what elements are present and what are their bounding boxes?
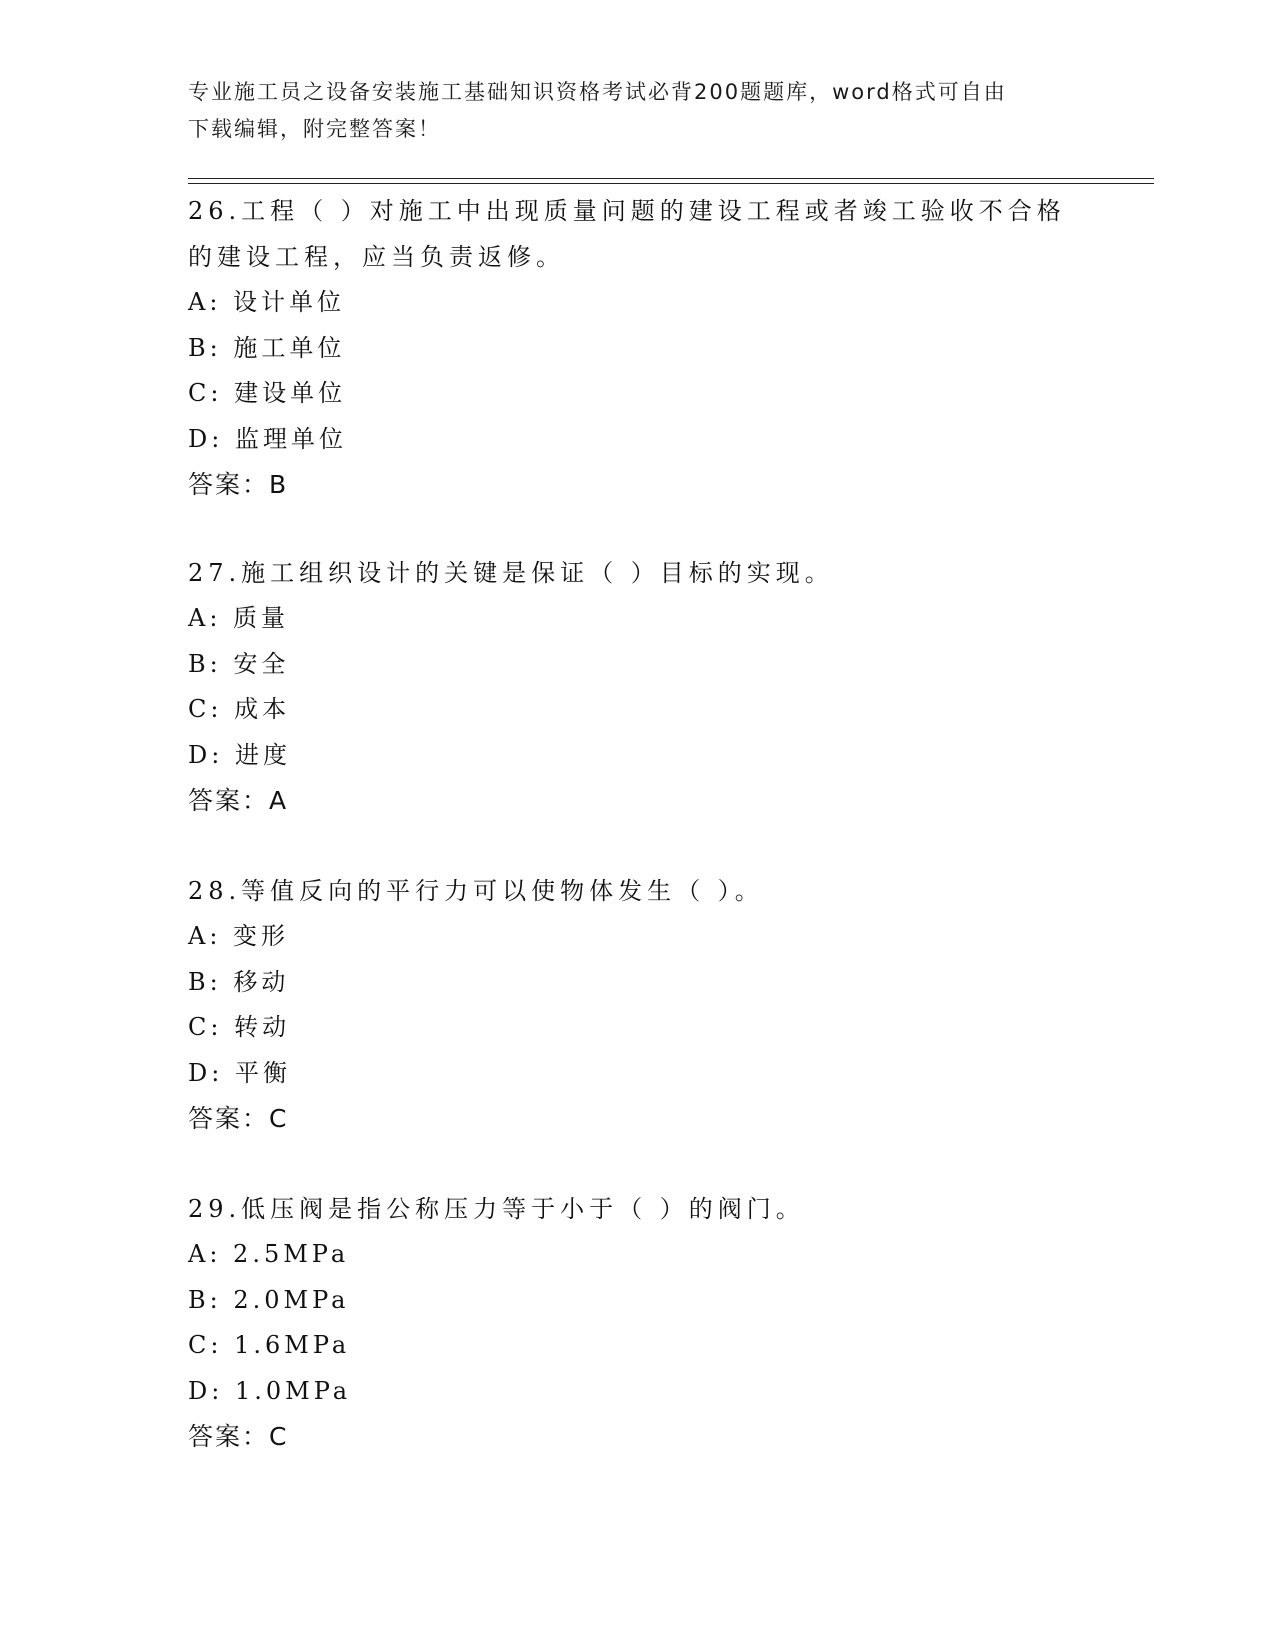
document-header: [188, 74, 1068, 148]
option-c: C: 1.6MPa: [188, 1331, 351, 1359]
header-line-2: 下载编辑，附完整答案！: [188, 117, 441, 141]
option-a: A: 质量: [188, 604, 290, 632]
question-stem-line-1: 28.等值反向的平行力可以使物体发生（ ）。: [188, 877, 764, 905]
option-c: C: 转动: [188, 1013, 291, 1041]
question-26: [188, 188, 1078, 508]
question-stem-line-1: 29.低压阀是指公称压力等于小于（ ）的阀门。: [188, 1195, 805, 1223]
option-b: B: 施工单位: [188, 333, 346, 362]
header-divider-top: [188, 178, 1154, 179]
answer: 答案：A: [188, 786, 289, 815]
option-c: C: 建设单位: [188, 379, 347, 407]
question-28: [188, 868, 1078, 1142]
answer: 答案：B: [188, 470, 289, 499]
option-d: D: 平衡: [188, 1058, 291, 1087]
question-stem-line-2: 的建设工程，应当负责返修。: [188, 243, 565, 271]
question-stem-line-1: 27.施工组织设计的关键是保证（ ）目标的实现。: [188, 559, 834, 587]
answer: 答案：C: [188, 1422, 289, 1451]
option-a: A: 变形: [188, 922, 290, 950]
option-b: B: 移动: [188, 967, 290, 996]
option-a: A: 设计单位: [188, 288, 346, 316]
question-stem-line-1: 26.工程（ ）对施工中出现质量问题的建设工程或者竣工验收不合格: [188, 197, 1066, 225]
header-line-1: 专业施工员之设备安装施工基础知识资格考试必背200题题库，word格式可自由: [188, 80, 1007, 104]
option-d: D: 监理单位: [188, 424, 347, 453]
option-c: C: 成本: [188, 695, 291, 723]
question-29: [188, 1186, 1078, 1460]
option-b: B: 安全: [188, 649, 290, 678]
option-d: D: 进度: [188, 740, 291, 769]
answer: 答案：C: [188, 1104, 289, 1133]
option-a: A: 2.5MPa: [188, 1240, 350, 1268]
option-b: B: 2.0MPa: [188, 1285, 350, 1314]
option-d: D: 1.0MPa: [188, 1376, 352, 1405]
question-27: [188, 550, 1078, 824]
header-divider-bottom: [188, 183, 1154, 184]
